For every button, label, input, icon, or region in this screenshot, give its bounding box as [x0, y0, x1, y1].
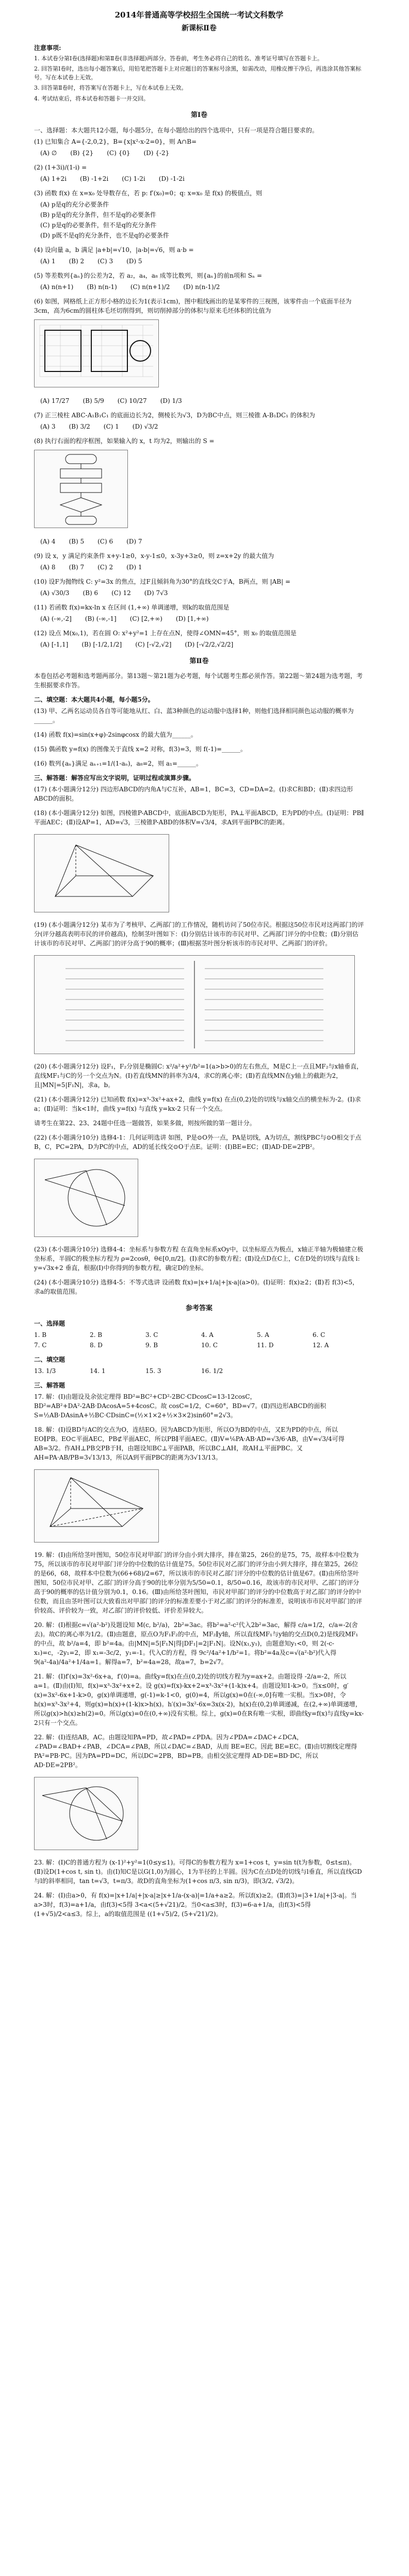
- solution-24: 24. 解：(Ⅰ)由a>0，有 f(x)=|x+1/a|+|x-a|≥|x+1/a-(x-a)|=1/a+a≥2。所以f(x)≥2。(Ⅱ)f(3)=|3+1/a|+|3-a|。当a>3时，f(3)=a+1/a，由f(3)<5得 3<a<(5+√21)/2。当0<a≤3时，f(3)=6-a+1/a，由f(3)<5得 (1+√5)/2<a≤3。综上，a的取值范围是 ((1+√5)/2, (5+√21)/2)。: [34, 1891, 357, 1918]
- solve-question-23: (23) (本小题满分10分) 选修4-4：坐标系与参数方程 在直角坐标系xOy中，以坐标原点为极点，x轴正半轴为极轴建立极坐标系，半圆C的极坐标方程为 ρ=2cosθ，θ∈[0,π/2]。(Ⅰ)求C的参数方程；(Ⅱ)设点D在C上，C在D处的切线与直线 l: y=√3x+2 垂直，根据(Ⅰ)中你得到的参数方程，确定D的坐标。: [34, 1246, 364, 1272]
- answer-item: 7. C: [34, 1341, 47, 1349]
- fill-question: (14) 函数 f(x)=sin(x+φ)-2sinφcosx 的最大值为______。: [34, 731, 197, 738]
- answer-item: 1. B: [34, 1331, 47, 1338]
- option: (A) ∅: [40, 149, 57, 157]
- option: (C) p是q的必要条件，但不是q的充分条件: [40, 221, 157, 229]
- answers-title: 参考答案: [185, 1304, 212, 1312]
- option: (D) √3/2: [132, 422, 158, 430]
- notice-item: 3. 回答第Ⅱ卷时，将答案写在答题卡上，写在本试卷上无效。: [34, 84, 187, 91]
- option: (A) (-∞,-2]: [40, 615, 72, 622]
- answer-item: 12. A: [313, 1341, 329, 1349]
- answers-fill-label: 二、填空题: [34, 1355, 66, 1363]
- question-stem: (2) (1+3i)/(1-i) =: [34, 163, 87, 171]
- question-stem: (12) 设点 M(x₀,1)，若在圆 O: x²+y²=1 上存在点N，使得∠OMN=45°，则 x₀ 的取值范围是: [34, 629, 297, 637]
- question-stem: (8) 执行右面的程序框图，如果输入的 x，t 均为2，则输出的 S =: [34, 437, 215, 445]
- question-stem: (1) 已知集合 A={-2,0,2}，B={x|x²-x-2=0}，则 A∩B=: [34, 138, 197, 145]
- option: (D) {-2}: [143, 149, 170, 157]
- question-8: [34, 436, 364, 546]
- solve-instruction: 三、解答题：解答应写出文字说明，证明过程或演算步骤。: [34, 774, 195, 782]
- page-column: [34, 9, 364, 1924]
- elective-note: 请考生在第22、23、24题中任选一题做答，如果多做，则按所做的第一题计分。: [34, 1120, 256, 1127]
- question-stem: (5) 等差数列{aₙ}的公差为2，若 a₂，a₄，a₈ 成等比数列，则{aₙ}的前n项和 Sₙ =: [34, 272, 263, 279]
- answer-item: 10. C: [201, 1341, 218, 1349]
- question-5: [34, 271, 364, 292]
- notice-item: 1. 本试卷分第Ⅰ卷(选择题)和第Ⅱ卷(非选择题)两部分。答卷前，考生务必将自己的姓名、准考证号填写在答题卡上。: [34, 55, 323, 62]
- question-stem: (7) 正三棱柱 ABC-A₁B₁C₁ 的底面边长为2，侧棱长为√3，D为BC中点，则三棱锥 A-B₁DC₁ 的体积为: [34, 411, 315, 419]
- option: (B) (-∞,-1]: [85, 615, 117, 622]
- answers-choice-label: 一、选择题: [34, 1319, 66, 1327]
- circle-tangent-figure: [34, 1159, 138, 1237]
- question-options: [40, 282, 364, 292]
- part2-title: 第Ⅱ卷: [189, 657, 209, 665]
- option: (B) n(n-1): [87, 283, 117, 291]
- notice-item: 4. 考试结束后，将本试卷和答题卡一并交回。: [34, 95, 149, 102]
- option: (D) 7√3: [144, 589, 168, 597]
- part1-title: 第Ⅰ卷: [190, 111, 208, 119]
- solution-19: 19. 解：(Ⅰ)由所给茎叶图知，50位市民对甲部门的评分由小到大排序，排在第25，26位的是75，75，故样本中位数为75，所以该市的市民对甲部门评分的中位数的估计值是75。50位市民对乙部门的评分由小到大排序，排在第25，26位的是66，68，故样本中位数为(66+68)/2=67，所以该市的市民对乙部门评分的中位数的估计值是67。(Ⅱ)由所给茎叶图知，50位市民对甲、乙部门的评分高于90的比率分别为5/50=0.1，8/50=0.16，故该市的市民对甲、乙部门的评分高于90的概率的估计值分别为0.1，0.16。(Ⅲ)由所给茎叶图知，市民对甲部门的评分的中位数高于对乙部门的评分的中位数，而且由茎叶图可以大致看出对甲部门的评分的标准差要小于对乙部门的评分的标准差，说明该市市民对甲部门的评价较高、评价较为一致，对乙部门的评价较低、评价差异较大。: [34, 1551, 363, 1614]
- option: (A) 1: [40, 257, 56, 265]
- answer-item: 3. C: [145, 1331, 158, 1338]
- question-stem: (6) 如图，网格纸上正方形小格的边长为1(表示1cm)，图中粗线画出的是某零件的三视图，该零件由一个底面半径为3cm，高为6cm的圆柱体毛坯切削得到，则切削掉部分的体积与原来毛坯体积的比值为: [34, 297, 352, 314]
- question-3: [34, 189, 364, 240]
- part2-intro: 本卷包括必考题和选考题两部分。第13题～第21题为必考题，每个试题考生都必须作答。第22题～第24题为选考题，考生根据要求作答。: [34, 672, 363, 689]
- choice-answers: [34, 1330, 364, 1350]
- question-9: [34, 551, 364, 572]
- option: (C) 1-2i: [122, 175, 145, 182]
- option: (A) [-1,1]: [40, 640, 69, 648]
- answer-item: 6. C: [313, 1331, 325, 1338]
- solution-20: 20. 解：(Ⅰ)根据c=√(a²-b²)及题设知 M(c, b²/a)，2b²=3ac。将b²=a²-c²代入2b²=3ac，解得 c/a=1/2，c/a=-2(舍去)。故C的离心率为1/2。(Ⅱ)由题意，原点O为F₁F₂的中点，MF₂∥y轴，所以直线MF₁与y轴的交点D(0,2)是线段MF₁的中点，故 b²/a=4，即 b²=4a。由|MN|=5|F₁N|得|DF₁|=2|F₁N|。设N(x₁,y₁)，由题意知y₁<0，则 2(-c-x₁)=c，-2y₁=2，即 x₁=-3c/2，y₁=-1。代入C的方程，得 9c²/4a²+1/b²=1。将b²=4a及c=√(a²-b²)代入得 9(a²-4a)/4a²+1/4a=1。解得a=7，b²=4a=28，故a=7，b=2√7。: [34, 1621, 358, 1666]
- question-7: [34, 411, 364, 431]
- option: (A) n(n+1): [40, 283, 74, 291]
- document-subtitle: 新课标Ⅱ卷: [182, 24, 217, 32]
- side-view: [91, 330, 127, 371]
- flow-end: [66, 516, 96, 524]
- solve-question-22: (22) (本小题满分10分) 选修4-1：几何证明选讲 如图，P是⊙O外一点，PA是切线，A为切点，割线PBC与⊙O相交于点B，C，PC=2PA，D为PC的中点，AD的延长线交⊙O于点E。证明：(Ⅰ)BE=EC；(Ⅱ)AD·DE=2PB²。: [34, 1134, 362, 1150]
- option: (D) 5: [126, 257, 142, 265]
- front-view: [45, 330, 81, 371]
- question-stem: (9) 设 x，y 满足约束条件 x+y-1≥0，x-y-1≤0，x-3y+3≥0，则 z=x+2y 的最大值为: [34, 552, 274, 560]
- fill-answers: [34, 1366, 364, 1376]
- question-options: [40, 174, 364, 183]
- fill-instruction: 二、填空题：本大题共4小题，每小题5分。: [34, 696, 154, 703]
- question-6: [34, 297, 364, 405]
- question-stem: (10) 设F为抛物线 C: y²=3x 的焦点，过F且倾斜角为30°的直线交C于A，B两点，则 |AB| =: [34, 578, 291, 585]
- question-stem: (11) 若函数 f(x)=kx-ln x 在区间 (1,+∞) 单调递增，则k的取值范围是: [34, 603, 230, 611]
- question-options: [40, 257, 364, 266]
- question-11: [34, 603, 364, 623]
- option: (B) p是q的充分条件，但不是q的必要条件: [40, 211, 157, 218]
- question-options: [40, 422, 364, 431]
- document-title: 2014年普通高等学校招生全国统一考试文科数学: [114, 10, 284, 20]
- question-12: [34, 629, 364, 649]
- solution-18: 18. 解：(Ⅰ)设BD与AC的交点为O，连结EO。因为ABCD为矩形，所以O为BD的中点，又E为PD的中点，所以EO∥PB。EO⊂平面AEC，PB⊄平面AEC，所以PB∥平面AEC。(Ⅱ)V=⅙PA·AB·AD=√3/6·AB，由V=√3/4可得AB=3/2。作AH⊥PB交PB于H，由题设知BC⊥平面PAB，所以BC⊥AH，故AH⊥平面PBC。又 AH=PA·AB/PB=3√13/13，所以A到平面PBC的距离为3√13/13。: [34, 1426, 345, 1461]
- option: (A) 1+2i: [40, 175, 67, 182]
- solution-21: 21. 解：(Ⅰ)f′(x)=3x²-6x+a，f′(0)=a。曲线y=f(x)在点(0,2)处的切线方程为y=ax+2。由题设得 -2/a=-2，所以a=1。(Ⅱ)由(Ⅰ)知，f(x)=x³-3x²+x+2。设 g(x)=f(x)-kx+2=x³-3x²+(1-k)x+4。由题设知1-k>0。当x≤0时，g′(x)=3x²-6x+1-k>0，g(x)单调递增，g(-1)=k-1<0，g(0)=4，所以g(x)=0在(-∞,0]有唯一实根。当x>0时，令h(x)=x³-3x²+4，则g(x)=h(x)+(1-k)x>h(x)。h′(x)=3x²-6x=3x(x-2)，h(x)在(0,2)单调递减，在(2,+∞)单调递增，所以g(x)>h(x)≥h(2)=0。所以g(x)=0在(0,+∞)没有实根。综上，g(x)=0在R有唯一实根，即曲线y=f(x)与直线y=kx-2只有一个交点。: [34, 1672, 364, 1726]
- top-view: [130, 341, 151, 361]
- solution-pyramid-figure: [34, 1469, 159, 1543]
- answer-item: 2. B: [90, 1331, 103, 1338]
- flow-decision: [60, 498, 102, 512]
- answer-item: 11. D: [257, 1341, 274, 1349]
- answer-item: 8. D: [90, 1341, 103, 1349]
- option: (A) 4: [40, 537, 56, 545]
- option: (B) 3/2: [69, 422, 90, 430]
- flow-start: [66, 454, 96, 464]
- solve-question-20: (20) (本小题满分12分) 设F₁，F₂分别是椭圆C: x²/a²+y²/b²=1(a>b>0)的左右焦点，M是C上一点且MF₂与x轴垂直，直线MF₁与C的另一个交点为N。(Ⅰ)若直线MN的斜率为3/4，求C的离心率；(Ⅱ)若直线MN在y轴上的截距为2，且|MN|=5|F₁N|，求a，b。: [34, 1063, 363, 1089]
- flowchart-figure: [34, 450, 128, 528]
- option: (D) [-√2/2,√2/2]: [185, 640, 234, 648]
- option: (A) 8: [40, 563, 56, 571]
- grid-lines: [40, 325, 153, 377]
- answers-solve-label: 三、解答题: [34, 1381, 66, 1389]
- option: (B) -1+2i: [80, 175, 109, 182]
- option: (B) {2}: [70, 149, 94, 157]
- question-options: [40, 148, 364, 158]
- option: (B) [-1/2,1/2]: [81, 640, 122, 648]
- option: (B) 6: [83, 589, 99, 597]
- notice-item: 2. 回答第Ⅰ卷时，选出每小题答案后，用铅笔把答题卡上对应题目的答案标号涂黑，如需改动，用橡皮擦干净后，再选涂其他答案标号。写在本试卷上无效。: [34, 65, 362, 81]
- answer-item: 15. 3: [145, 1367, 161, 1375]
- three-view-figure: [34, 319, 159, 387]
- question-stem: (3) 函数 f(x) 在 x=x₀ 处导数存在，若 p: f′(x₀)=0；q: x=x₀ 是 f(x) 的极值点，则: [34, 189, 263, 197]
- question-1: [34, 137, 364, 158]
- answer-item: 5. A: [257, 1331, 269, 1338]
- notice-label: 注意事项:: [34, 44, 61, 52]
- option: (D) -1-2i: [158, 175, 185, 182]
- question-options: [40, 537, 364, 546]
- question-stem: (4) 设向量 a，b 满足 |a+b|=√10，|a-b|=√6，则 a·b =: [34, 246, 194, 253]
- fill-question: (15) 偶函数 y=f(x) 的图像关于直线 x=2 对称，f(3)=3，则 f(-1)=______。: [34, 745, 247, 753]
- stem-leaf-figure: [34, 955, 355, 1054]
- solve-question-17: (17) (本小题满分12分) 四边形ABCD的内角A与C互补，AB=1，BC=3，CD=DA=2。(Ⅰ)求C和BD；(Ⅱ)求四边形ABCD的面积。: [34, 786, 353, 802]
- option: (C) [-√2,√2]: [135, 640, 172, 648]
- flow-input: [60, 469, 102, 478]
- option: (B) 2: [69, 257, 85, 265]
- fill-question: (16) 数列{aₙ}满足 aₙ₊₁=1/(1-aₙ)，a₈=2，则 a₁=______。: [34, 760, 202, 767]
- answer-item: 14. 1: [90, 1367, 106, 1375]
- question-options: [40, 396, 364, 405]
- solution-17: 17. 解：(Ⅰ)由题设及余弦定理得 BD²=BC²+CD²-2BC·CDcosC=13-12cosC，BD²=AB²+DA²-2AB·DAcosA=5+4cosC。故 cosC=1/2，C=60°，BD=√7。(Ⅱ)四边形ABCD的面积 S=½AB·DAsinA+½BC·CDsinC=(½×1×2+½×3×2)sin60°=2√3。: [34, 1393, 326, 1419]
- question-options: [40, 614, 364, 623]
- option: (D) n(n-1)/2: [183, 283, 220, 291]
- option: (B) 5: [69, 537, 85, 545]
- option: (C) 3: [97, 257, 113, 265]
- option: (C) [2,+∞): [129, 615, 162, 622]
- pyramid-figure: [34, 834, 169, 912]
- question-options: [40, 563, 364, 572]
- part1-instruction: 一、选择题：本大题共12小题，每小题5分，在每小题给出的四个选项中，只有一项是符合题目要求的。: [34, 126, 318, 134]
- option: (D) [1,+∞): [175, 615, 209, 622]
- flow-process: [60, 483, 102, 493]
- solve-question-19: (19) (本小题满分12分) 某市为了考核甲、乙两部门的工作情况，随机访问了50位市民。根据这50位市民对这两部门的评分(评分越高表明市民的评价越高)，绘制茎叶图如下：(Ⅰ)分别估计该市的市民对甲、乙两部门评分的中位数；(Ⅱ)分别估计该市的市民对甲、乙两部门的评分高于90的概率；(Ⅲ)根据茎叶图分析该市的市民对甲、乙两部门的评价。: [34, 921, 364, 947]
- option: (C) 1: [103, 422, 119, 430]
- answer-item: 4. A: [201, 1331, 214, 1338]
- solve-question-21: (21) (本小题满分12分) 已知函数 f(x)=x³-3x²+ax+2，曲线 y=f(x) 在点(0,2)处的切线与x轴交点的横坐标为-2。(Ⅰ)求a；(Ⅱ)证明：当k<1时，曲线 y=f(x) 与直线 y=kx-2 只有一个交点。: [34, 1096, 361, 1112]
- option: (C) 10/27: [117, 397, 147, 404]
- option: (D) 1: [126, 563, 142, 571]
- option: (C) 2: [97, 563, 113, 571]
- question-4: [34, 245, 364, 266]
- option: (D) 7: [126, 537, 142, 545]
- fill-question: (13) 甲、乙两名运动员各自等可能地从红、白、蓝3种颜色的运动服中选择1种，则他们选择相同颜色运动服的概率为______。: [34, 707, 354, 724]
- pyramid-base: [55, 876, 153, 896]
- question-options: [40, 588, 364, 598]
- option: (B) 7: [69, 563, 85, 571]
- option: (A) p是q的充分必要条件: [40, 200, 109, 208]
- option: (C) {0}: [107, 149, 130, 157]
- option: (A) √30/3: [40, 589, 70, 597]
- option: (D) 1/3: [160, 397, 182, 404]
- question-10: [34, 577, 364, 598]
- solution-23: 23. 解：(Ⅰ)C的普通方程为 (x-1)²+y²=1(0≤y≤1)。可得C的参数方程为 x=1+cos t，y=sin t(t为参数，0≤t≤π)。(Ⅱ)设D(1+cos t, sin t)。由(Ⅰ)知C是以G(1,0)为圆心，1为半径的上半圆。因为C在点D处的切线与l垂直，所以直线GD与l的斜率相同，tan t=√3，t=π/3。故D的直角坐标为(1+cos π/3, sin π/3)，即(3/2, √3/2)。: [34, 1858, 362, 1885]
- answer-item: 16. 1/2: [201, 1367, 223, 1375]
- solution-circle-figure: [34, 1777, 138, 1850]
- option: (C) n(n+1)/2: [130, 283, 170, 291]
- solve-question-24: (24) (本小题满分10分) 选修4-5：不等式选讲 设函数 f(x)=|x+1/a|+|x-a|(a>0)。(Ⅰ)证明：f(x)≥2；(Ⅱ)若 f(3)<5，求a的取值范围。: [34, 1279, 359, 1295]
- option: (C) 12: [111, 589, 131, 597]
- question-options: [40, 640, 364, 649]
- option: (A) 17/27: [40, 397, 70, 404]
- option: (A) 3: [40, 422, 56, 430]
- option: (D) p既不是q的充分条件，也不是q的必要条件: [40, 231, 169, 239]
- question-options: [40, 200, 364, 240]
- answer-item: 9. B: [145, 1341, 158, 1349]
- answer-item: 13. 1/3: [34, 1367, 56, 1375]
- solve-question-18: (18) (本小题满分12分) 如图，四棱锥P-ABCD中，底面ABCD为矩形，PA⊥平面ABCD，E为PD的中点。(Ⅰ)证明：PB∥平面AEC；(Ⅱ)设AP=1，AD=√3，三棱锥P-ABD的体积V=√3/4，求A到平面PBC的距离。: [34, 809, 364, 826]
- solution-22: 22. 解：(Ⅰ)连结AB，AC。由题设知PA=PD，故∠PAD=∠PDA。因为∠PDA=∠DAC+∠DCA，∠PAD=∠BAD+∠PAB，∠DCA=∠PAB，所以∠DAC=∠BAD，从而 BE=EC。因此 BE=EC。(Ⅱ)由切割线定理得 PA²=PB·PC。因为PA=PD=DC，所以DC=2PB，BD=PB。由相交弦定理得 AD·DE=BD·DC，所以 AD·DE=2PB²。: [34, 1733, 357, 1769]
- option: (C) 6: [97, 537, 113, 545]
- option: (B) 5/9: [83, 397, 104, 404]
- question-2: [34, 163, 364, 183]
